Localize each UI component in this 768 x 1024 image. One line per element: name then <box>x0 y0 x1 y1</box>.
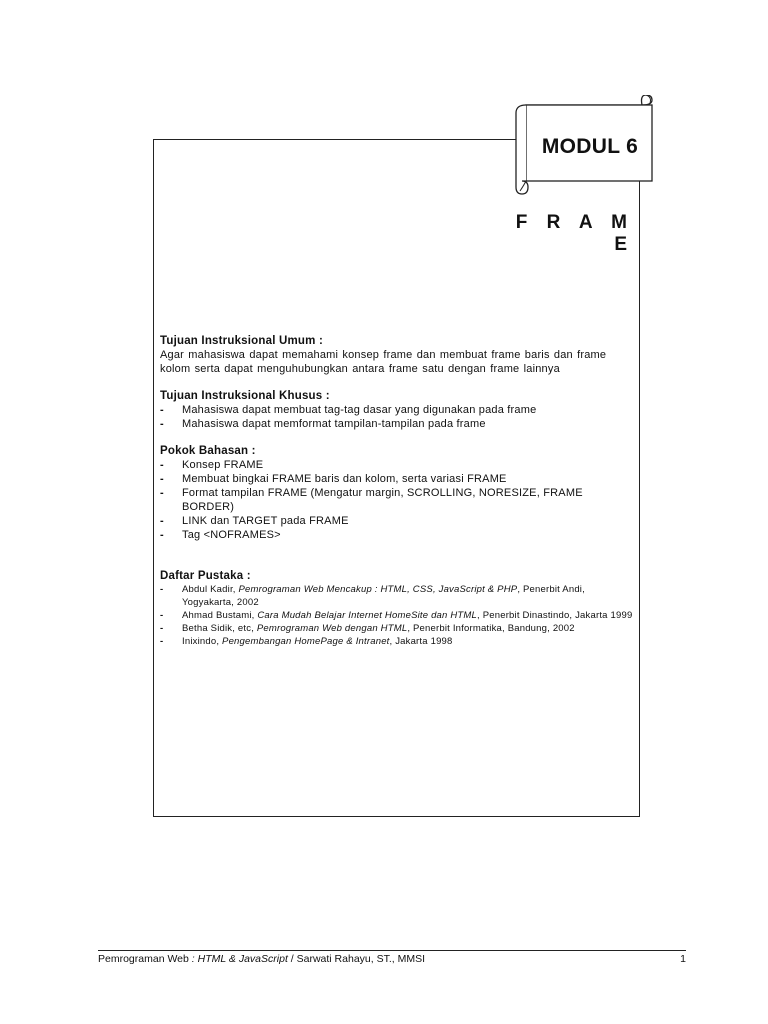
list-item: - Tag <NOFRAMES> <box>160 528 636 542</box>
list-item: - Konsep FRAME <box>160 458 636 472</box>
chapter-title: F R A M E <box>515 212 634 255</box>
module-label: MODUL 6 <box>541 135 639 158</box>
reference-item: - Ahmad Bustami, Cara Mudah Belajar Internet HomeSite dan HTML, Penerbit Dinastindo, Jakarta 1999 <box>160 609 636 622</box>
footer-subtitle: : HTML & JavaScript <box>188 953 288 965</box>
list-item: - Mahasiswa dapat memformat tampilan-tampilan pada frame <box>160 417 636 431</box>
list-item: - Format tampilan FRAME (Mengatur margin, SCROLLING, NORESIZE, FRAME BORDER) <box>160 486 636 514</box>
page-footer <box>98 950 686 965</box>
footer-course: Pemrograman Web <box>98 953 189 965</box>
tik-heading: Tujuan Instruksional Khusus : <box>160 390 330 402</box>
footer-author: / Sarwati Rahayu, ST., MMSI <box>287 953 426 965</box>
tik-section <box>160 389 636 431</box>
pustaka-heading: Daftar Pustaka : <box>160 570 251 582</box>
list-item: - Membuat bingkai FRAME baris dan kolom, serta variasi FRAME <box>160 472 636 486</box>
module-content <box>160 334 636 661</box>
module-banner <box>512 95 657 195</box>
tiu-heading: Tujuan Instruksional Umum : <box>160 335 324 347</box>
reference-item: - Abdul Kadir, Pemrograman Web Mencakup : HTML, CSS, JavaScript & PHP, Penerbit Andi, Yogyakarta, 2002 <box>160 583 636 609</box>
pokok-section <box>160 444 636 542</box>
list-item: - LINK dan TARGET pada FRAME <box>160 514 636 528</box>
pokok-heading: Pokok Bahasan : <box>160 445 256 457</box>
reference-item: - Inixindo, Pengembangan HomePage & Intranet, Jakarta 1998 <box>160 635 636 648</box>
reference-item: - Betha Sidik, etc, Pemrograman Web dengan HTML, Penerbit Informatika, Bandung, 2002 <box>160 622 636 635</box>
page-number: 1 <box>680 953 686 965</box>
pustaka-section <box>160 569 636 648</box>
tiu-text: Agar mahasiswa dapat memahami konsep frame dan membuat frame baris dan frame kolom serta dapat menguhubungkan antara frame satu dengan frame lainnya <box>160 349 607 375</box>
list-item: - Mahasiswa dapat membuat tag-tag dasar yang digunakan pada frame <box>160 403 636 417</box>
tiu-section <box>160 334 636 376</box>
